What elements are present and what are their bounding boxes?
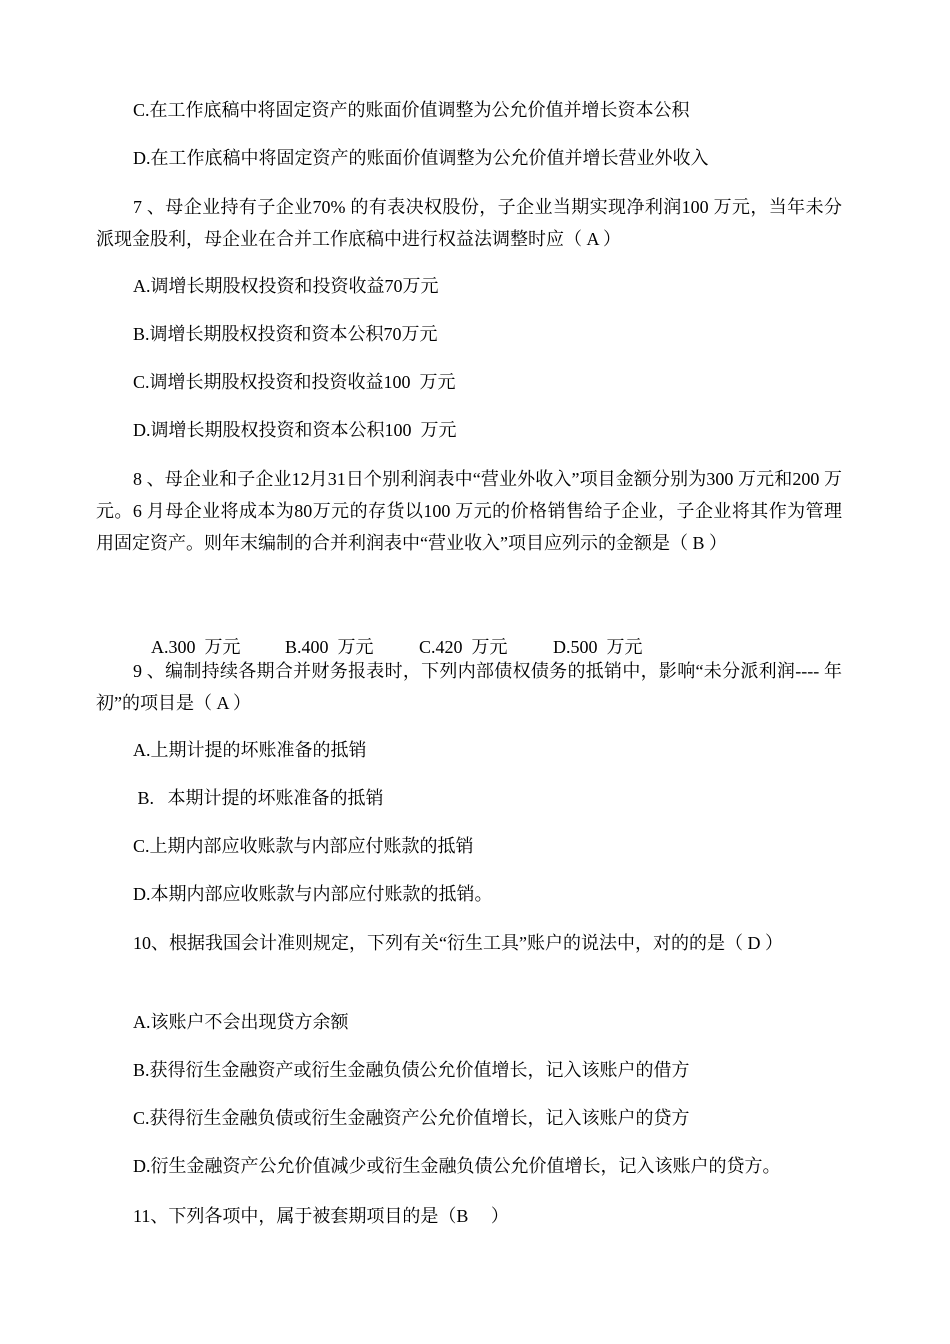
q8-option-d: D.500 万元 <box>553 637 643 657</box>
q7-option-c: C.调增长期股权投资和投资收益100 万元 <box>133 372 456 392</box>
q7-option-a: A.调增长期股权投资和投资收益70万元 <box>133 276 439 296</box>
q8-option-b: B.400 万元 <box>285 637 374 657</box>
q11-stem: 11、下列各项中，属于被套期项目的是（B ） <box>133 1206 509 1226</box>
q9-option-b: B. 本期计提的坏账准备的抵销 <box>133 788 384 808</box>
q9-option-a: A.上期计提的坏账准备的抵销 <box>133 740 367 760</box>
q10-stem: 10、根据我国会计准则规定，下列有关“衍生工具”账户的说法中，对的的是（ D ） <box>133 933 783 953</box>
q7-option-b: B.调增长期股权投资和资本公积70万元 <box>133 324 438 344</box>
q6-option-d: D.在工作底稿中将固定资产的账面价值调整为公允价值并增长营业外收入 <box>133 148 709 168</box>
q10-option-a: A.该账户不会出现贷方余额 <box>133 1012 349 1032</box>
q7-option-d: D.调增长期股权投资和资本公积100 万元 <box>133 420 457 440</box>
q10-option-c: C.获得衍生金融负债或衍生金融资产公允价值增长，记入该账户的贷方 <box>133 1108 690 1128</box>
q10-option-d: D.衍生金融资产公允价值减少或衍生金融负债公允价值增长，记入该账户的贷方。 <box>133 1156 781 1176</box>
q9-option-d: D.本期内部应收账款与内部应付账款的抵销。 <box>133 884 493 904</box>
q9-stem: 9 、编制持续各期合并财务报表时，下列内部债权债务的抵销中，影响“未分派利润---- 年初”的项目是（ A ） <box>96 661 842 713</box>
q8-stem: 8 、母企业和子企业12月31日个别利润表中“营业外收入”项目金额分别为300 万元和200 万元。6 月母企业将成本为80万元的存货以100 万元的价格销售给子企业，子企业将其作为管理用固定资产。则年末编制的合并利润表中“营业收入”项目应列示的金额是（ B ） <box>96 469 842 553</box>
q9-option-c: C.上期内部应收账款与内部应付账款的抵销 <box>133 836 474 856</box>
q6-option-c: C.在工作底稿中将固定资产的账面价值调整为公允价值并增长资本公积 <box>133 100 690 120</box>
q10-option-b: B.获得衍生金融资产或衍生金融负债公允价值增长，记入该账户的借方 <box>133 1060 690 1080</box>
q7-stem: 7 、母企业持有子企业70% 的有表决权股份，子企业当期实现净利润100 万元，当年未分派现金股利，母企业在合并工作底稿中进行权益法调整时应（ A ） <box>96 197 842 249</box>
q8-option-c: C.420 万元 <box>419 637 508 657</box>
q8-option-a: A.300 万元 <box>151 637 241 657</box>
